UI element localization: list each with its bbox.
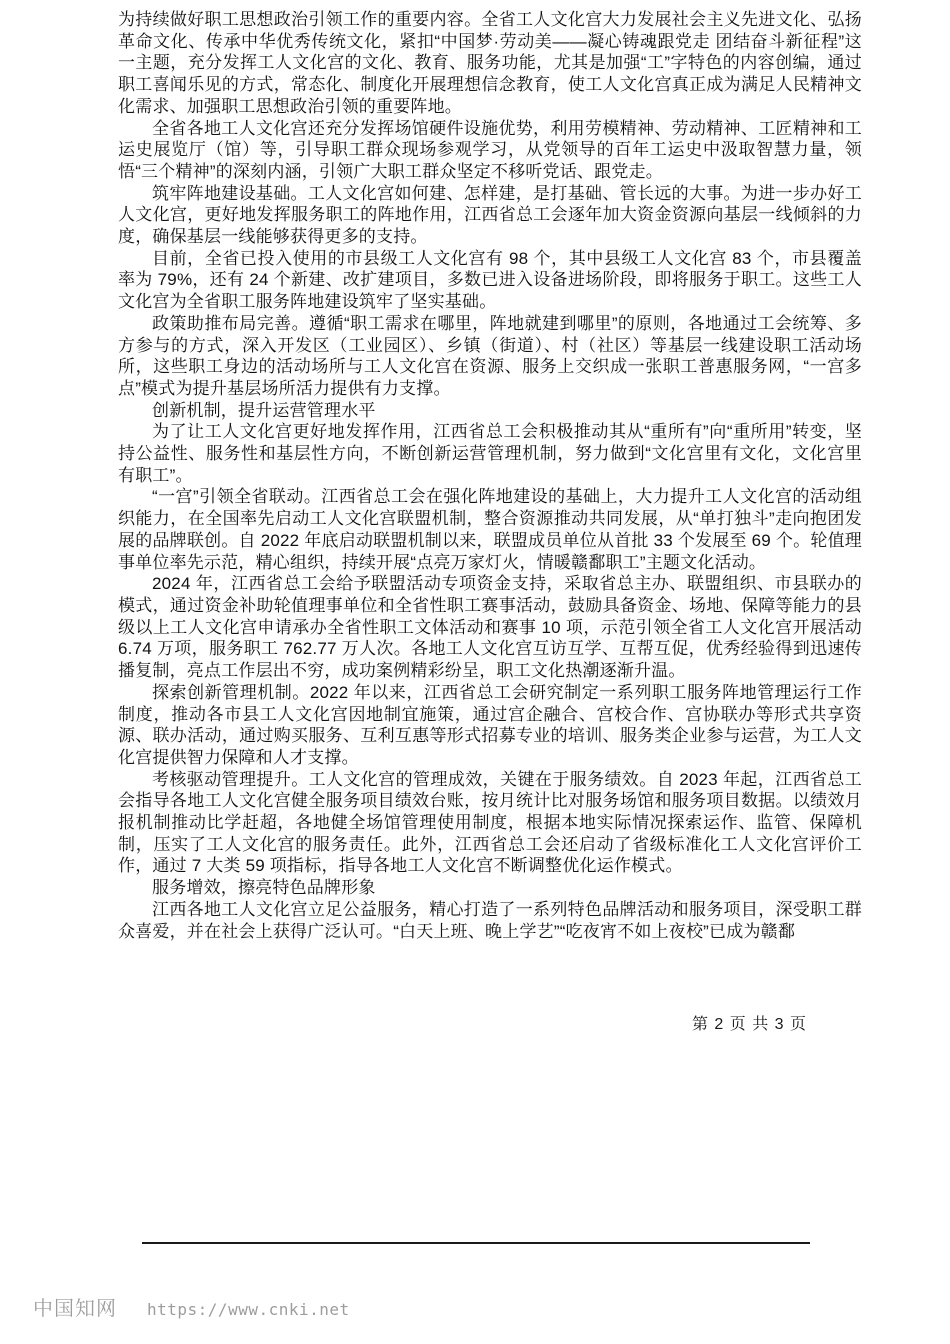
paragraph: 政策助推布局完善。遵循“职工需求在哪里，阵地就建到哪里”的原则，各地通过工会统筹、多方参与的方式，深入开发区（工业园区）、乡镇（街道）、村（社区）等基层一线建设职工活动场所，这些职工身边的活动场所与工人文化宫在资源、服务上交织成一张职工普惠服务网，“一宫多点”模式为提升基层场所活力提供有力支撑。: [118, 313, 862, 398]
paragraph: 目前，全省已投入使用的市县级工人文化宫有 98 个，其中县级工人文化宫 83 个，市县覆盖率为 79%，还有 24 个新建、改扩建项目，多数已进入设备进场阶段，即将服务于职工。这些工人文化宫为全省职工服务阵地建设筑牢了坚实基础。: [118, 248, 862, 312]
section-heading: 服务增效，擦亮特色品牌形象: [152, 878, 376, 898]
paragraph: 江西各地工人文化宫立足公益服务，精心打造了一系列特色品牌活动和服务项目，深受职工群众喜爱，并在社会上获得广泛认可。“白天上班、晚上学艺”“吃夜宵不如上夜校”已成为赣鄱: [118, 899, 862, 941]
document-body: [118, 9, 862, 942]
paragraph: 2024 年，江西省总工会给予联盟活动专项资金支持，采取省总主办、联盟组织、市县联办的模式，通过资金补助轮值理事单位和全省性职工赛事活动，鼓励具备资金、场地、保障等能力的县级以上工人文化宫申请承办全省性职工文体活动和赛事 10 项，示范引领全省工人文化宫开展活动 6.74 万项，服务职工 762.77 万人次。各地工人文化宫互访互学、互帮互促，优秀经验得到迅速传播复制，亮点工作层出不穷，成功案例精彩纷呈，职工文化热潮逐渐升温。: [118, 574, 862, 681]
section-heading: 创新机制，提升运营管理水平: [152, 400, 376, 420]
paragraph: 全省各地工人文化宫还充分发挥场馆硬件设施优势，利用劳模精神、劳动精神、工匠精神和工运史展览厅（馆）等，引导职工群众现场参观学习，从党领导的百年工运史中汲取智慧力量，领悟“三个精神”的深刻内涵，引领广大职工群众坚定不移听党话、跟党走。: [118, 118, 862, 181]
page-number: 第 2 页 共 3 页: [691, 1016, 807, 1033]
paragraph: “一宫”引领全省联动。江西省总工会在强化阵地建设的基础上，大力提升工人文化宫的活动组织能力，在全国率先启动工人文化宫联盟机制，整合资源推动共同发展，从“单打独斗”走向抱团发展的品牌联创。自 2022 年底启动联盟机制以来，联盟成员单位从首批 33 个发展至 69 个。轮值理事单位率先示范，精心组织，持续开展“点亮万家灯火，情暖赣鄱职工”主题文化活动。: [118, 487, 862, 572]
paragraph: 为持续做好职工思想政治引领工作的重要内容。全省工人文化宫大力发展社会主义先进文化、弘扬革命文化、传承中华优秀传统文化，紧扣“中国梦·劳动美——凝心铸魂跟党走 团结奋斗新征程”这一主题，充分发挥工人文化宫的文化、教育、服务功能，尤其是加强“工”字特色的内容创编，通过职工喜闻乐见的方式，常态化、制度化开展理想信念教育，使工人文化宫真正成为满足人民精神文化需求、加强职工思想政治引领的重要阵地。: [118, 10, 862, 116]
paragraph: 为了让工人文化宫更好地发挥作用，江西省总工会积极推动其从“重所有”向“重所用”转变，坚持公益性、服务性和基层性方向，不断创新运营管理机制，努力做到“文化宫里有文化，文化宫里有职工”。: [118, 422, 862, 485]
paragraph: 筑牢阵地建设基础。工人文化宫如何建、怎样建，是打基础、管长远的大事。为进一步办好工人文化宫，更好地发挥服务职工的阵地作用，江西省总工会逐年加大资金资源向基层一线倾斜的力度，确保基层一线能够获得更多的支持。: [118, 183, 862, 247]
paragraph: 探索创新管理机制。2022 年以来，江西省总工会研究制定一系列职工服务阵地管理运行工作制度，推动各市县工人文化宫因地制宜施策，通过宫企融合、宫校合作、宫协联办等形式共享资源、联办活动，通过购买服务、互利互惠等形式招募专业的培训、服务类企业参与运营，为工人文化宫提供智力保障和人才支撑。: [118, 682, 862, 767]
cnki-url: https://www.cnki.net: [147, 1300, 350, 1319]
cnki-brand: 中国知网: [33, 1298, 117, 1320]
paragraph: 考核驱动管理提升。工人文化宫的管理成效，关键在于服务绩效。自 2023 年起，江西省总工会指导各地工人文化宫健全服务项目绩效台账，按月统计比对服务场馆和服务项目数据。以绩效月报机制推动比学赶超，各地健全场馆管理使用制度，根据本地实际情况探索运作、监管、保障机制，压实了工人文化宫的服务责任。此外，江西省总工会还启动了省级标准化工人文化宫评价工作，通过 7 大类 59 项指标，指导各地工人文化宫不断调整优化运作模式。: [118, 769, 862, 876]
footer-divider: [142, 1242, 810, 1244]
watermark: [33, 1292, 350, 1321]
